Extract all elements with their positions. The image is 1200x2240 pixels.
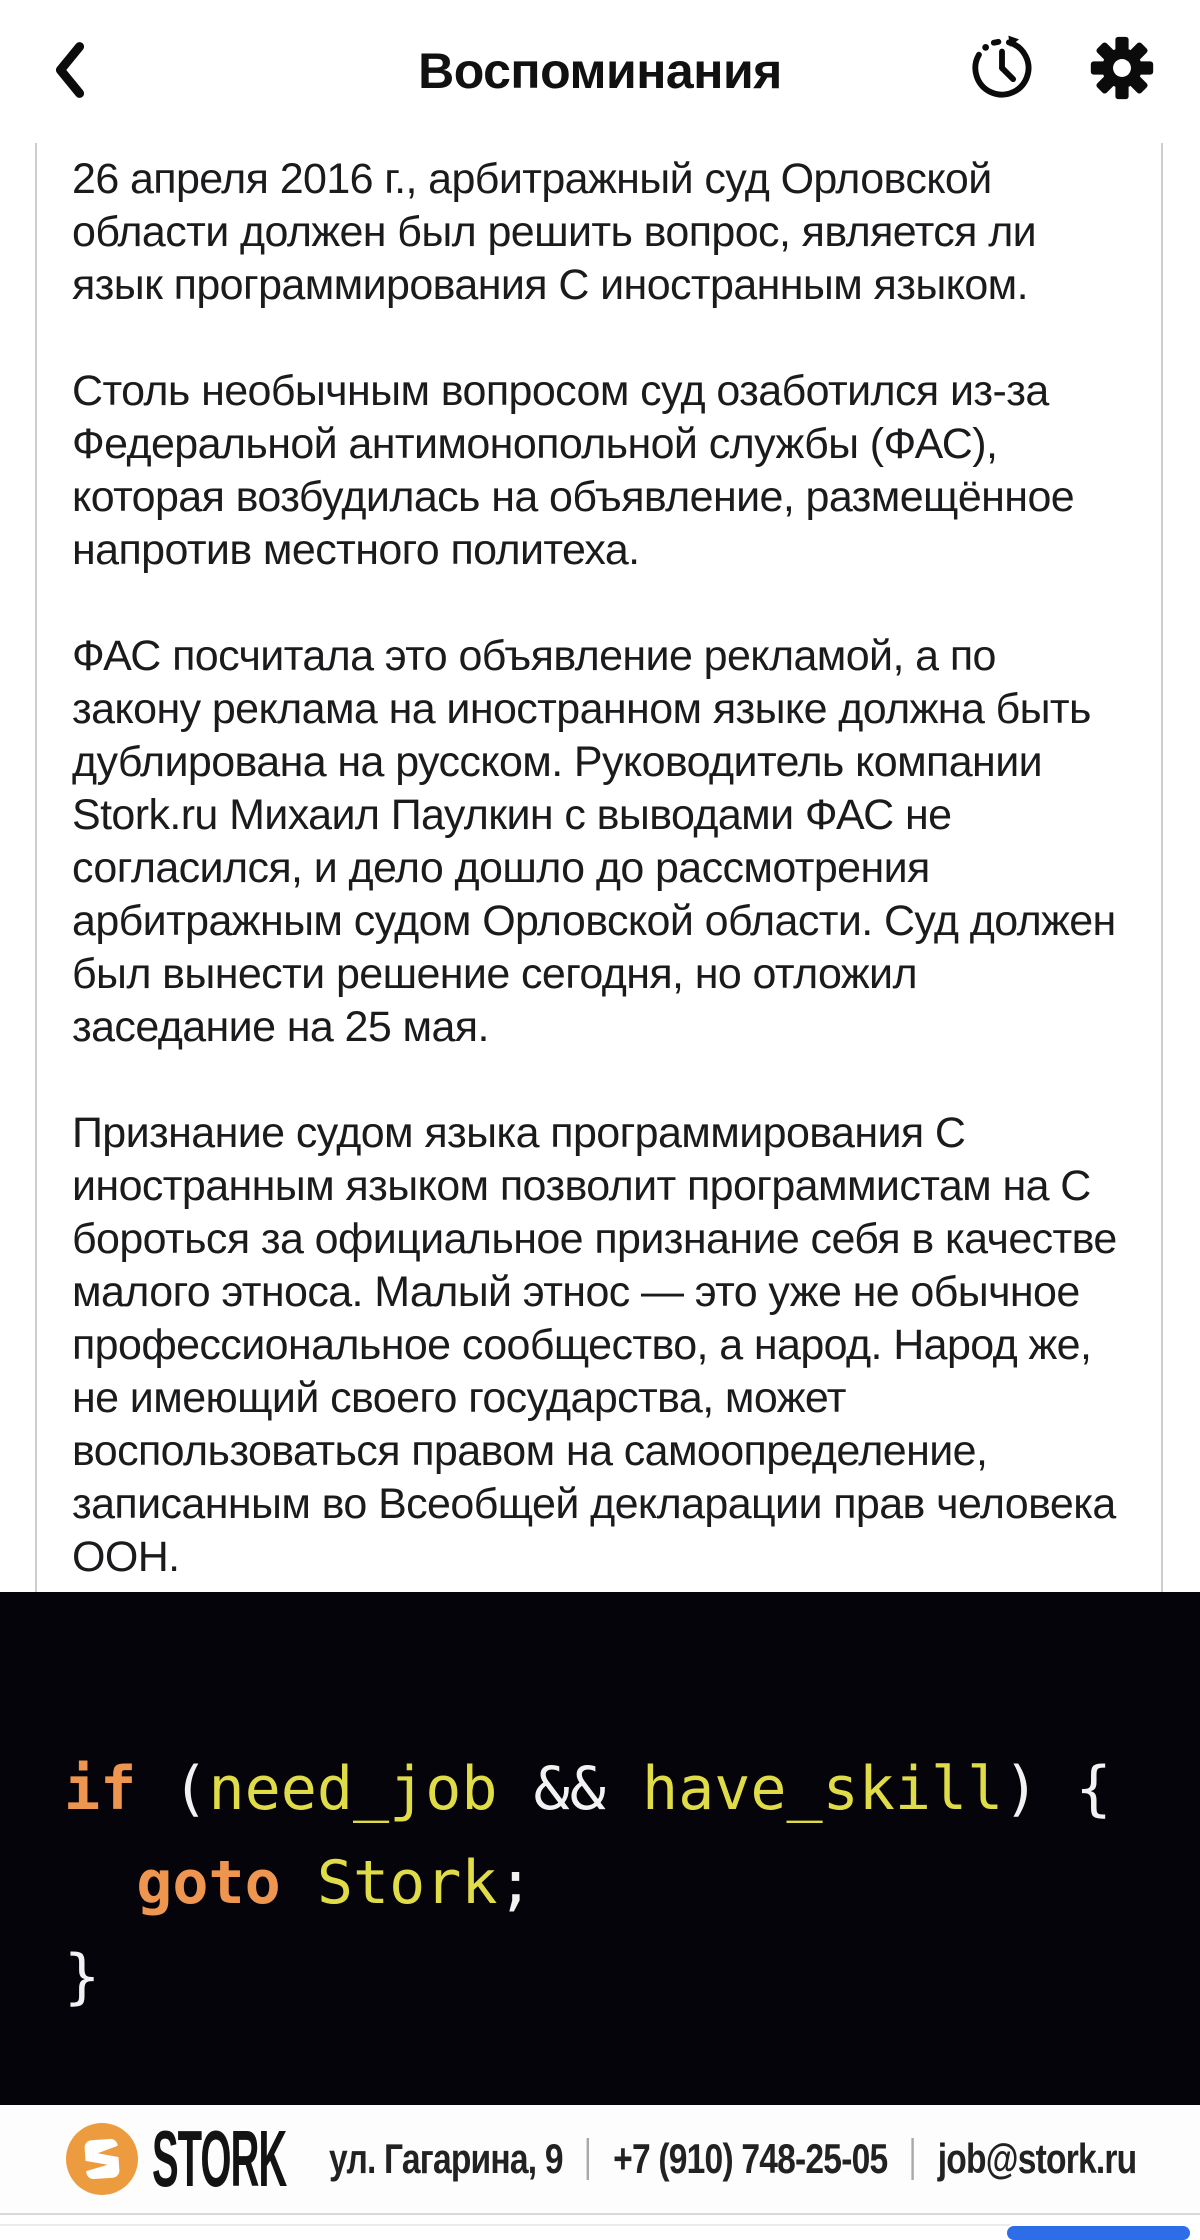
- stork-job-ad-image[interactable]: [0, 1592, 1200, 2213]
- article-paragraph: Признание судом языка программирования C иностранным языком позволит программистам на C бороться за официальное признание себя в качестве малого этноса. Малый этнос — это уже не обычное профессиональное сообщество, а народ. Народ же, не имеющий своего государства, может воспользоваться правом на самоопределение, записанным во Всеобщей декларации прав человека ООН.: [72, 1109, 1117, 1581]
- stork-logo-icon: [66, 2123, 138, 2195]
- code-identifier: Stork: [280, 1848, 498, 1918]
- scrollbar-track: [0, 2224, 1010, 2226]
- gear-icon: [1088, 34, 1156, 107]
- code-block: if (need_job && have_skill) { goto Stork; }: [64, 1754, 1112, 2012]
- app-header: [0, 0, 1200, 143]
- divider: [911, 2138, 913, 2180]
- code-background: [0, 1592, 1200, 2105]
- history-clock-icon: [968, 34, 1036, 107]
- page-title: Воспоминания: [418, 43, 782, 99]
- code-identifier: have_skill: [641, 1754, 1004, 1824]
- ad-footer: [0, 2105, 1200, 2213]
- article-paragraph: 26 апреля 2016 г., арбитражный суд Орловской области должен был решить вопрос, является ли язык программирования C иностранным языком.: [72, 155, 1037, 309]
- ad-address: ул. Гагарина, 9: [329, 2135, 563, 2182]
- bottom-separator: [0, 2213, 1200, 2215]
- article-paragraph: Столь необычным вопросом суд озаботился из-за Федеральной антимонопольной службы (ФАС), которая возбудилась на объявление, размещённое напротив местного политеха.: [72, 367, 1075, 574]
- divider: [587, 2138, 589, 2180]
- article-paragraph: ФАС посчитала это объявление рекламой, а по закону реклама на иностранном языке должна быть дублирована на русском. Руководитель компании Stork.ru Михаил Паулкин с выводами ФАС не согласился, и дело дошло до рассмотрения арбитражным судом Орловской области. Суд должен был вынести решение сегодня, но отложил заседание на 25 мая.: [72, 632, 1116, 1051]
- ad-contacts: [329, 2135, 1136, 2183]
- code-identifier: need_job: [208, 1754, 498, 1824]
- brand-wordmark: STORK: [152, 2114, 287, 2203]
- ad-phone: +7 (910) 748-25-05: [613, 2135, 888, 2182]
- code-keyword: goto: [64, 1848, 281, 1918]
- memory-post-card: [35, 143, 1163, 1592]
- settings-button[interactable]: [1082, 28, 1162, 112]
- horizontal-scroll-indicator[interactable]: [1007, 2226, 1190, 2240]
- ad-email: job@stork.ru: [937, 2135, 1137, 2182]
- memories-timer-button[interactable]: [962, 28, 1042, 112]
- code-keyword: if: [64, 1754, 137, 1824]
